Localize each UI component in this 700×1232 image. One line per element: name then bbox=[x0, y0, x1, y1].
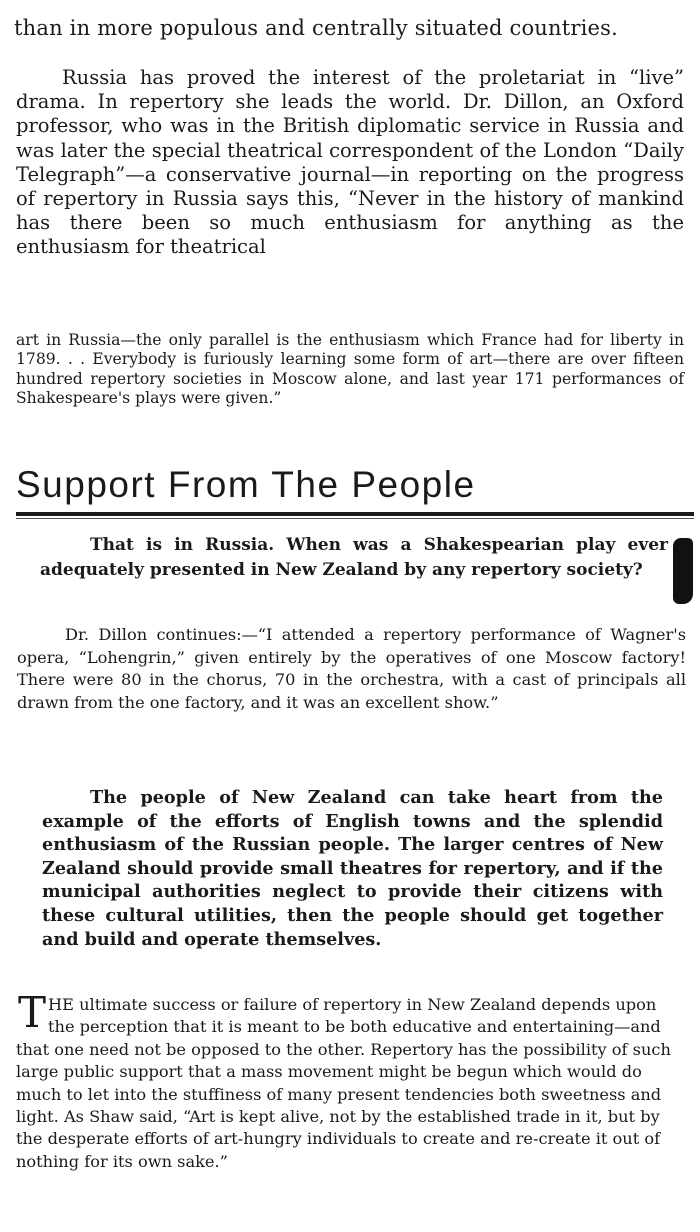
heading-rule bbox=[16, 512, 694, 516]
new-zealand-call-paragraph: The people of New Zealand can take heart from the example of the efforts of English towns and the splendid enthusiasm of the Russian people. The larger centres of New Zealand should provide small theatres for repertory, and if the municipal authorities neglect to provide their citizens with these cultural utilities, then the people should get together and build and operate themselves. bbox=[42, 787, 663, 950]
section-heading: Support From The People bbox=[16, 464, 476, 505]
closing-paragraph-text: HE ultimate success or failure of repertory in New Zealand depends upon the perception that it is meant to be both educative and entertaining—and that one need not be opposed to the other. Repertory has the possibility of such large public support that a mass movement might be begun which would do much to let into the stuffiness of many present tendencies both sweetness and light. As Shaw said, “Art is kept alive, not by the established trade in it, but by the desperate efforts of art-hungry individuals to create and re-create it out of nothing for its own sake.” bbox=[16, 995, 671, 1171]
heading-rule-thin bbox=[16, 518, 694, 519]
closing-paragraph bbox=[16, 988, 686, 1173]
dillon-continues-paragraph: Dr. Dillon continues:—“I attended a repertory performance of Wagner's opera, “Lohengrin,” given entirely by the operatives of one Moscow factory! There were 80 in the chorus, 70 in the orchestra, with a cast of principals all drawn from the one factory, and it was an excellent show.” bbox=[17, 625, 686, 712]
russia-repertory-paragraph: Russia has proved the interest of the proletariat in “live” drama. In repertory she leads the world. Dr. Dillon, an Oxford professor, who was in the British diplomatic service in Russia and was later the special theatrical correspondent of the London “Daily Telegraph”—a conservative journal—in reporting on the progress of repertory in Russia says this, “Never in the history of mankind has there been so much enthusiasm for anything as the enthusiasm for theatrical bbox=[16, 66, 684, 259]
shakespeare-question-paragraph: That is in Russia. When was a Shakespearian play ever adequately presented in New Zealand by any repertory society? bbox=[40, 535, 668, 580]
drop-cap-letter: T bbox=[18, 988, 47, 1037]
ink-blot-mark bbox=[673, 538, 693, 604]
continued-sentence: than in more populous and centrally situated countries. bbox=[14, 16, 619, 40]
russia-quote-continuation: art in Russia—the only parallel is the enthusiasm which France had for liberty in 1789. . . Everybody is furiously learning some form of art—there are over fifteen hundred repertory societies in Moscow alone, and last year 171 performances of Shakespeare's plays were given.” bbox=[16, 331, 684, 408]
